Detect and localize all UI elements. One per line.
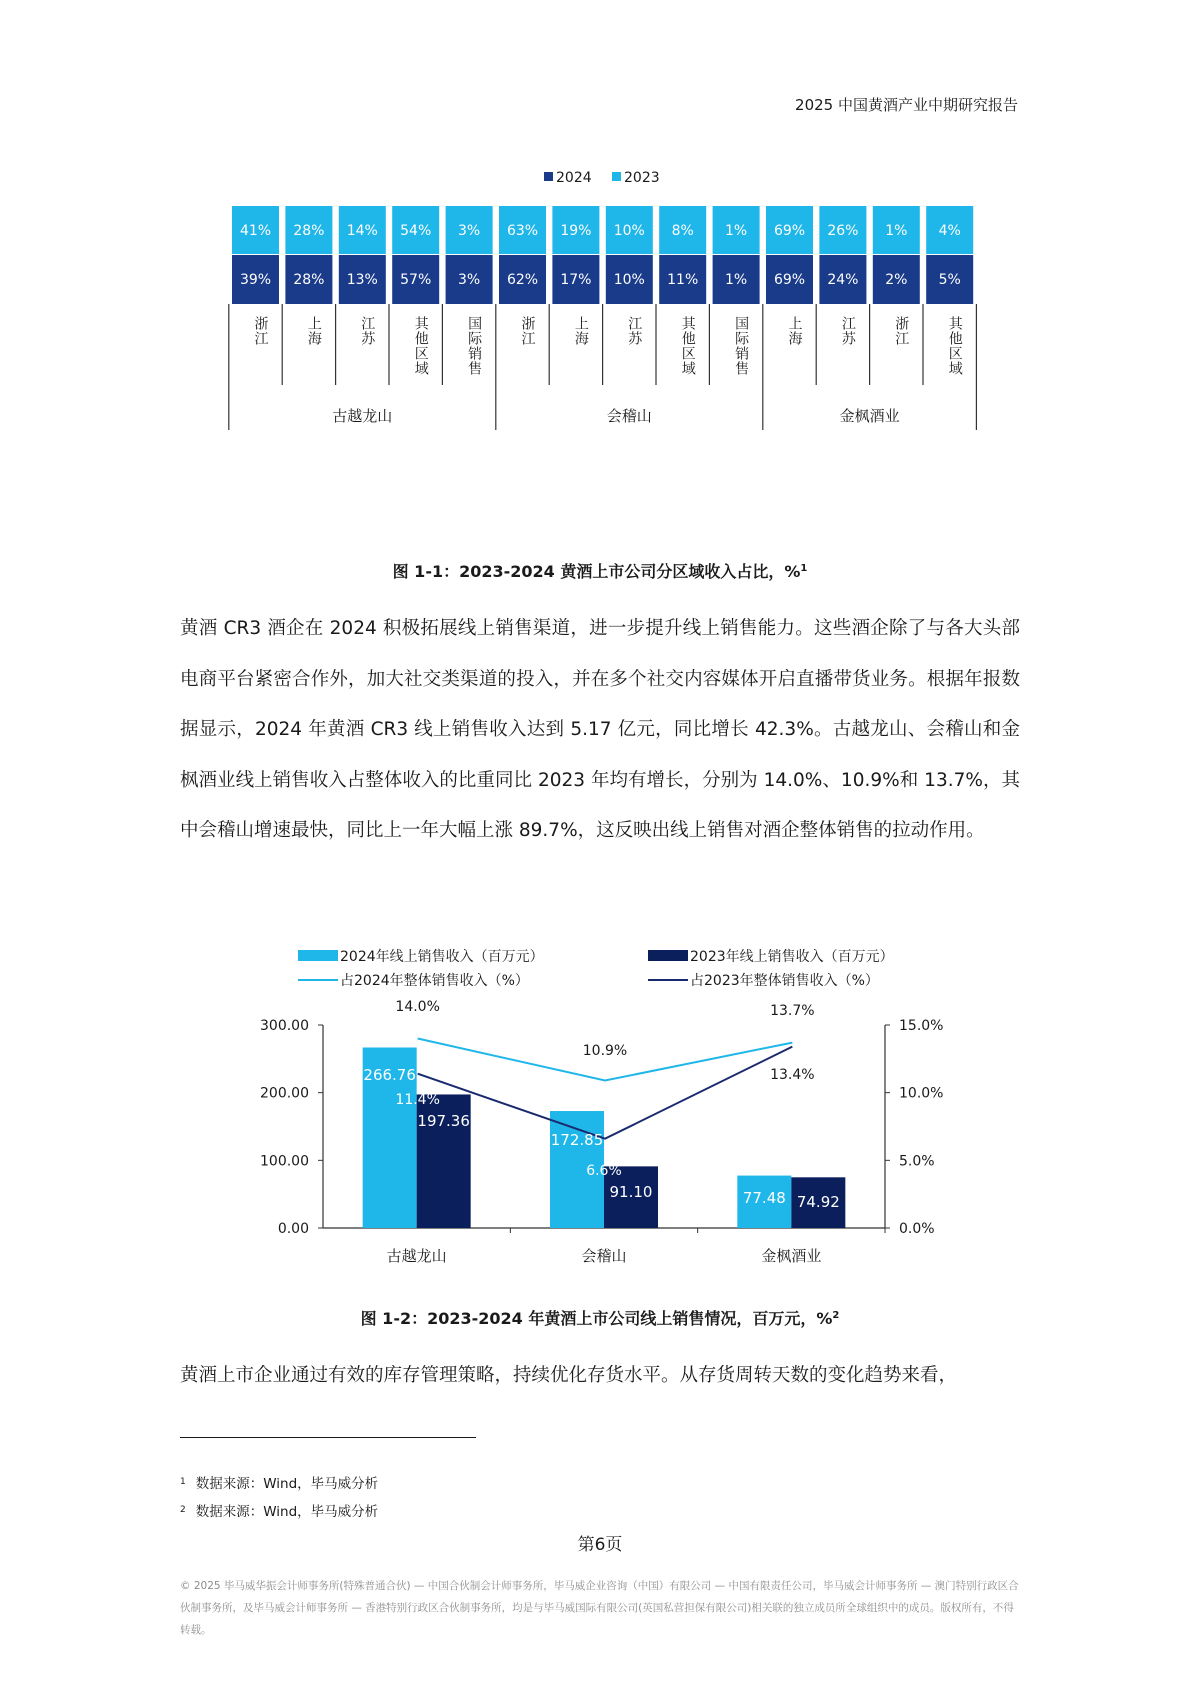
left-tick-label: 100.00 — [260, 1153, 309, 1170]
category-label-会稽山-国际销售: 国际销售 — [733, 316, 750, 376]
value-2023-金枫酒业-上海: 69% — [773, 223, 806, 239]
category-label-会稽山-浙江: 浙江 — [519, 316, 536, 346]
category-label-会稽山-江苏: 江苏 — [626, 316, 643, 346]
value-2023-金枫酒业-其他区域: 4% — [938, 223, 961, 239]
legend-label-2024-line: 占2024年整体销售收入（%） — [340, 973, 529, 989]
value-2024-古越龙山-国际销售: 3% — [457, 272, 481, 288]
legend-label-2024-bar: 2024年线上销售收入（百万元） — [340, 949, 544, 965]
value-2023-会稽山-其他区域: 8% — [671, 223, 694, 239]
value-2024-金枫酒业-浙江: 2% — [885, 272, 908, 288]
left-tick-label: 0.00 — [277, 1221, 309, 1237]
value-2024-金枫酒业-其他区域: 5% — [938, 272, 961, 288]
value-2023-会稽山-国际销售: 1% — [724, 223, 748, 239]
category-label-古越龙山-国际销售: 国际销售 — [466, 316, 483, 376]
category-label-古越龙山-浙江: 浙江 — [252, 316, 269, 346]
bar-label-2023-会稽山: 91.10 — [609, 1183, 653, 1201]
bar-label-2024-古越龙山: 266.76 — [363, 1066, 416, 1084]
value-2023-古越龙山-其他区域: 54% — [400, 223, 432, 239]
report-title: 2025 中国黄酒产业中期研究报告 — [795, 96, 1018, 114]
value-2023-金枫酒业-江苏: 26% — [827, 223, 859, 239]
bar-label-2024-会稽山: 172.85 — [550, 1131, 604, 1149]
right-tick-label: 0.0% — [899, 1221, 935, 1237]
category-label-金枫酒业-江苏: 江苏 — [839, 316, 856, 346]
category-label-古越龙山-其他区域: 其他区域 — [412, 316, 429, 376]
line-label-2024-会稽山: 10.9% — [582, 1043, 628, 1059]
value-2024-古越龙山-其他区域: 57% — [400, 272, 432, 288]
value-2024-金枫酒业-江苏: 24% — [827, 272, 859, 288]
category-label-古越龙山-上海: 上海 — [305, 316, 322, 346]
value-2024-古越龙山-江苏: 13% — [346, 272, 378, 288]
value-2024-古越龙山-上海: 28% — [293, 272, 325, 288]
category-label-金枫酒业: 金枫酒业 — [761, 1247, 822, 1265]
left-tick-label: 200.00 — [260, 1085, 309, 1102]
footnote-2: $^2$ 数据来源：Wind，毕马威分析 — [180, 1504, 379, 1520]
bar-label-2024-金枫酒业: 77.48 — [742, 1189, 786, 1207]
figure2-caption: 图 1-2：2023-2024 年黄酒上市公司线上销售情况，百万元，%$^2$ — [360, 1309, 840, 1328]
group-label-会稽山: 会稽山 — [606, 407, 652, 425]
figure1-caption: 图 1-1：2023-2024 黄酒上市公司分区域收入占比，%$^1$ — [392, 562, 808, 581]
value-2023-会稽山-江苏: 10% — [613, 223, 645, 239]
value-2023-古越龙山-浙江: 41% — [239, 223, 272, 239]
legend-label-2023-bar: 2023年线上销售收入（百万元） — [690, 949, 894, 965]
line-label-2024-古越龙山: 14.0% — [395, 999, 440, 1015]
right-tick-label: 10.0% — [899, 1085, 944, 1102]
category-label-古越龙山-江苏: 江苏 — [359, 316, 376, 346]
category-label-会稽山-其他区域: 其他区域 — [679, 316, 696, 376]
legend-label-2023-line: 占2023年整体销售收入（%） — [690, 973, 879, 989]
bar-label-2023-古越龙山: 197.36 — [417, 1112, 470, 1130]
line-label-2023-金枫酒业: 13.4% — [770, 1067, 815, 1083]
legal-notice: © 2025 毕马威华振会计师事务所(特殊普通合伙) — 中国合伙制会计师事务所，毕马威企业咨询（中国）有限公司 — 中国有限责任公司，毕马威会计师事务所 — 澳门特别行政区合伙制事务所，及毕马威会计师事务所 — 香港特别行政区合伙制事务所，均是与毕马威国际有限公司(英国私营担保有限公司)相关联的独立成员所全球组织中的成员。版权所有，不得转载。 — [180, 1580, 1019, 1636]
paragraph-online-sales: 黄酒 CR3 酒企在 2024 积极拓展线上销售渠道，进一步提升线上销售能力。这些酒企除了与各大头部电商平台紧密合作外，加大社交类渠道的投入，并在多个社交内容媒体开启直播带货业务。根据年报数据显示，2024 年黄酒 CR3 线上销售收入达到 5.17 亿元，同比增长 42.3%。古越龙山、会稽山和金枫酒业线上销售收入占整体收入的比重同比 2023 年均有增长，分别为 14.0%、10.9%和 13.7%，其中会稽山增速最快，同比上一年大幅上涨 89.7%，这反映出线上销售对酒企整体销售的拉动作用。 — [180, 618, 1020, 841]
group-label-古越龙山: 古越龙山 — [332, 407, 393, 425]
value-2023-会稽山-上海: 19% — [560, 223, 592, 239]
value-2023-古越龙山-上海: 28% — [293, 223, 325, 239]
category-label-金枫酒业-浙江: 浙江 — [893, 316, 910, 346]
legend-swatch-2023-bar — [648, 950, 688, 961]
group-label-金枫酒业: 金枫酒业 — [839, 407, 900, 425]
category-label-金枫酒业-上海: 上海 — [786, 316, 803, 346]
line-label-2024-金枫酒业: 13.7% — [770, 1003, 815, 1019]
footnote-divider — [180, 1437, 476, 1438]
legend-label-2024: 2024 — [556, 170, 592, 186]
value-2023-金枫酒业-浙江: 1% — [885, 223, 908, 239]
line-2023 — [418, 1047, 793, 1139]
legend-swatch-2024-bar — [298, 950, 338, 961]
value-2024-会稽山-上海: 17% — [560, 272, 592, 288]
value-2023-古越龙山-国际销售: 3% — [457, 223, 481, 239]
value-2024-会稽山-江苏: 10% — [613, 272, 645, 288]
footnote-1: $^1$ 数据来源：Wind，毕马威分析 — [180, 1476, 379, 1492]
left-tick-label: 300.00 — [260, 1018, 309, 1034]
value-2024-金枫酒业-上海: 69% — [773, 272, 806, 288]
value-2023-会稽山-浙江: 63% — [506, 223, 539, 239]
right-tick-label: 5.0% — [899, 1153, 935, 1170]
value-2023-古越龙山-江苏: 14% — [346, 223, 378, 239]
category-label-会稽山: 会稽山 — [581, 1247, 627, 1265]
value-2024-古越龙山-浙江: 39% — [239, 272, 272, 288]
paragraph-inventory: 黄酒上市企业通过有效的库存管理策略，持续优化存货水平。从存货周转天数的变化趋势来看， — [180, 1365, 958, 1386]
value-2024-会稽山-其他区域: 11% — [667, 272, 699, 288]
line-label-2023-会稽山: 6.6% — [586, 1163, 622, 1179]
bar-label-2023-金枫酒业: 74.92 — [796, 1193, 840, 1211]
chart2-legend — [298, 948, 894, 989]
legend-label-2023: 2023 — [624, 170, 660, 186]
value-2024-会稽山-浙江: 62% — [506, 272, 539, 288]
value-2024-会稽山-国际销售: 1% — [724, 272, 748, 288]
category-label-古越龙山: 古越龙山 — [386, 1247, 447, 1265]
right-tick-label: 15.0% — [899, 1018, 944, 1034]
line-label-2023-古越龙山: 11.4% — [395, 1092, 440, 1108]
category-label-会稽山-上海: 上海 — [572, 316, 589, 346]
page-number: 第6页 — [577, 1535, 623, 1555]
category-label-金枫酒业-其他区域: 其他区域 — [946, 316, 963, 376]
